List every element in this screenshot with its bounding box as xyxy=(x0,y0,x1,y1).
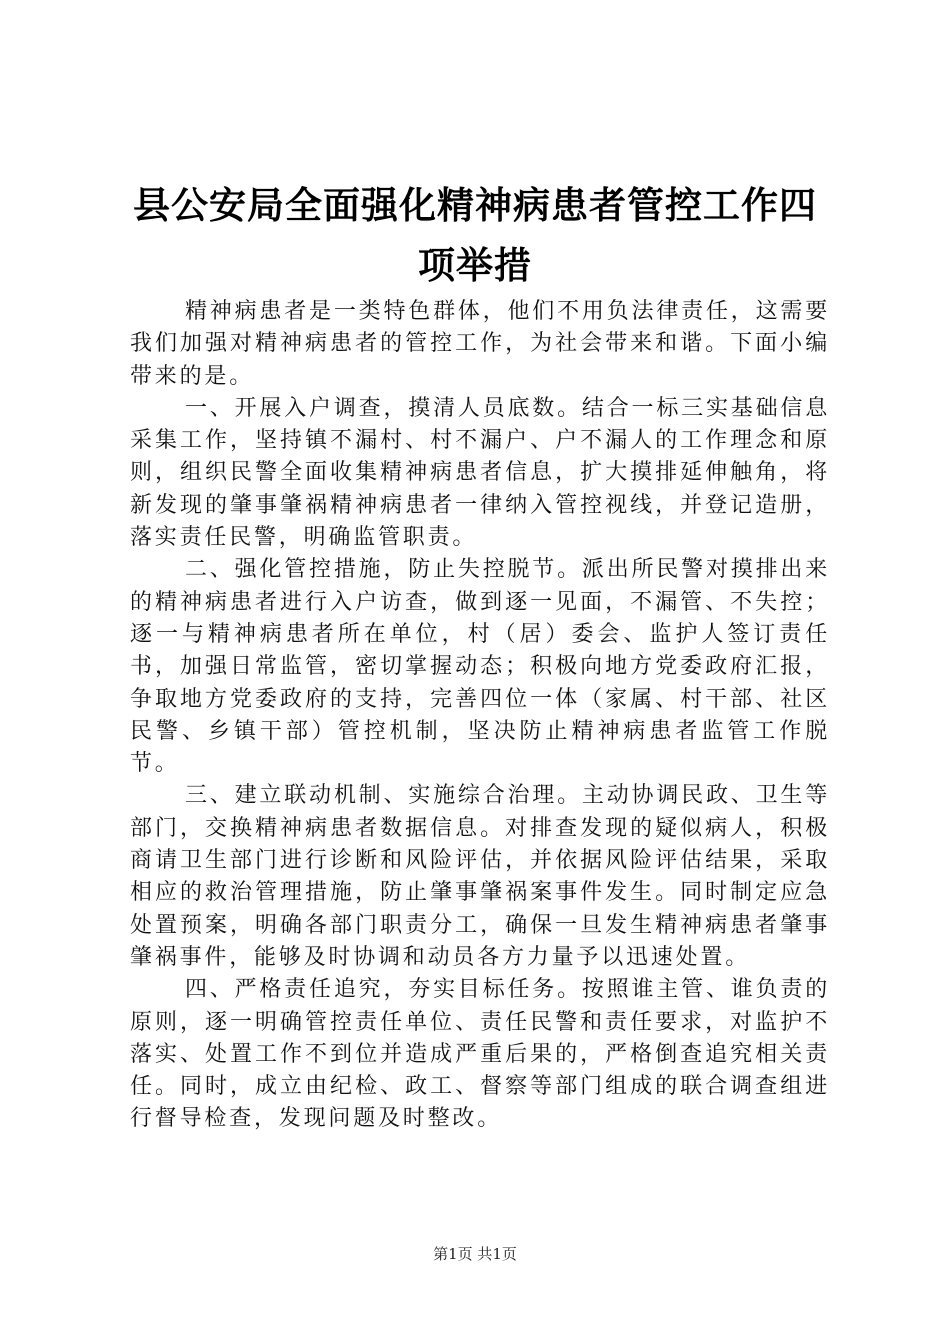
measure-4-paragraph: 四、严格责任追究，夯实目标任务。按照谁主管、谁负责的原则，逐一明确管控责任单位、责任民警和责任要求，对监护不落实、处置工作不到位并造成严重后果的，严格倒查追究相关责任。同时，成立由纪检、政工、督察等部门组成的联合调查组进行督导检查，发现问题及时整改。 xyxy=(130,977,830,1132)
measure-1-paragraph: 一、开展入户调查，摸清人员底数。结合一标三实基础信息采集工作，坚持镇不漏村、村不漏户、户不漏人的工作理念和原则，组织民警全面收集精神病患者信息，扩大摸排延伸触角，将新发现的肇事肇祸精神病患者一律纳入管控视线，并登记造册，落实责任民警，明确监管职责。 xyxy=(130,395,830,551)
page-number-footer: 第1页 共1页 xyxy=(433,1245,517,1263)
document-body xyxy=(130,296,830,1136)
document-title: 县公安局全面强化精神病患者管控工作四项举措 xyxy=(133,184,817,287)
measure-3-paragraph: 三、建立联动机制、实施综合治理。主动协调民政、卫生等部门，交换精神病患者数据信息。对排查发现的疑似病人，积极商请卫生部门进行诊断和风险评估，并依据风险评估结果，采取相应的救治管理措施，防止肇事肇祸案事件发生。同时制定应急处置预案，明确各部门职责分工，确保一旦发生精神病患者肇事肇祸事件，能够及时协调和动员各方力量予以迅速处置。 xyxy=(130,783,830,970)
intro-paragraph: 精神病患者是一类特色群体，他们不用负法律责任，这需要我们加强对精神病患者的管控工作，为社会带来和谐。下面小编带来的是。 xyxy=(130,299,830,389)
measure-2-paragraph: 二、强化管控措施，防止失控脱节。派出所民警对摸排出来的精神病患者进行入户访查，做到逐一见面，不漏管、不失控；逐一与精神病患者所在单位，村（居）委会、监护人签订责任书，加强日常监管，密切掌握动态；积极向地方党委政府汇报，争取地方党委政府的支持，完善四位一体（家属、村干部、社区民警、乡镇干部）管控机制，坚决防止精神病患者监管工作脱节。 xyxy=(130,557,830,777)
